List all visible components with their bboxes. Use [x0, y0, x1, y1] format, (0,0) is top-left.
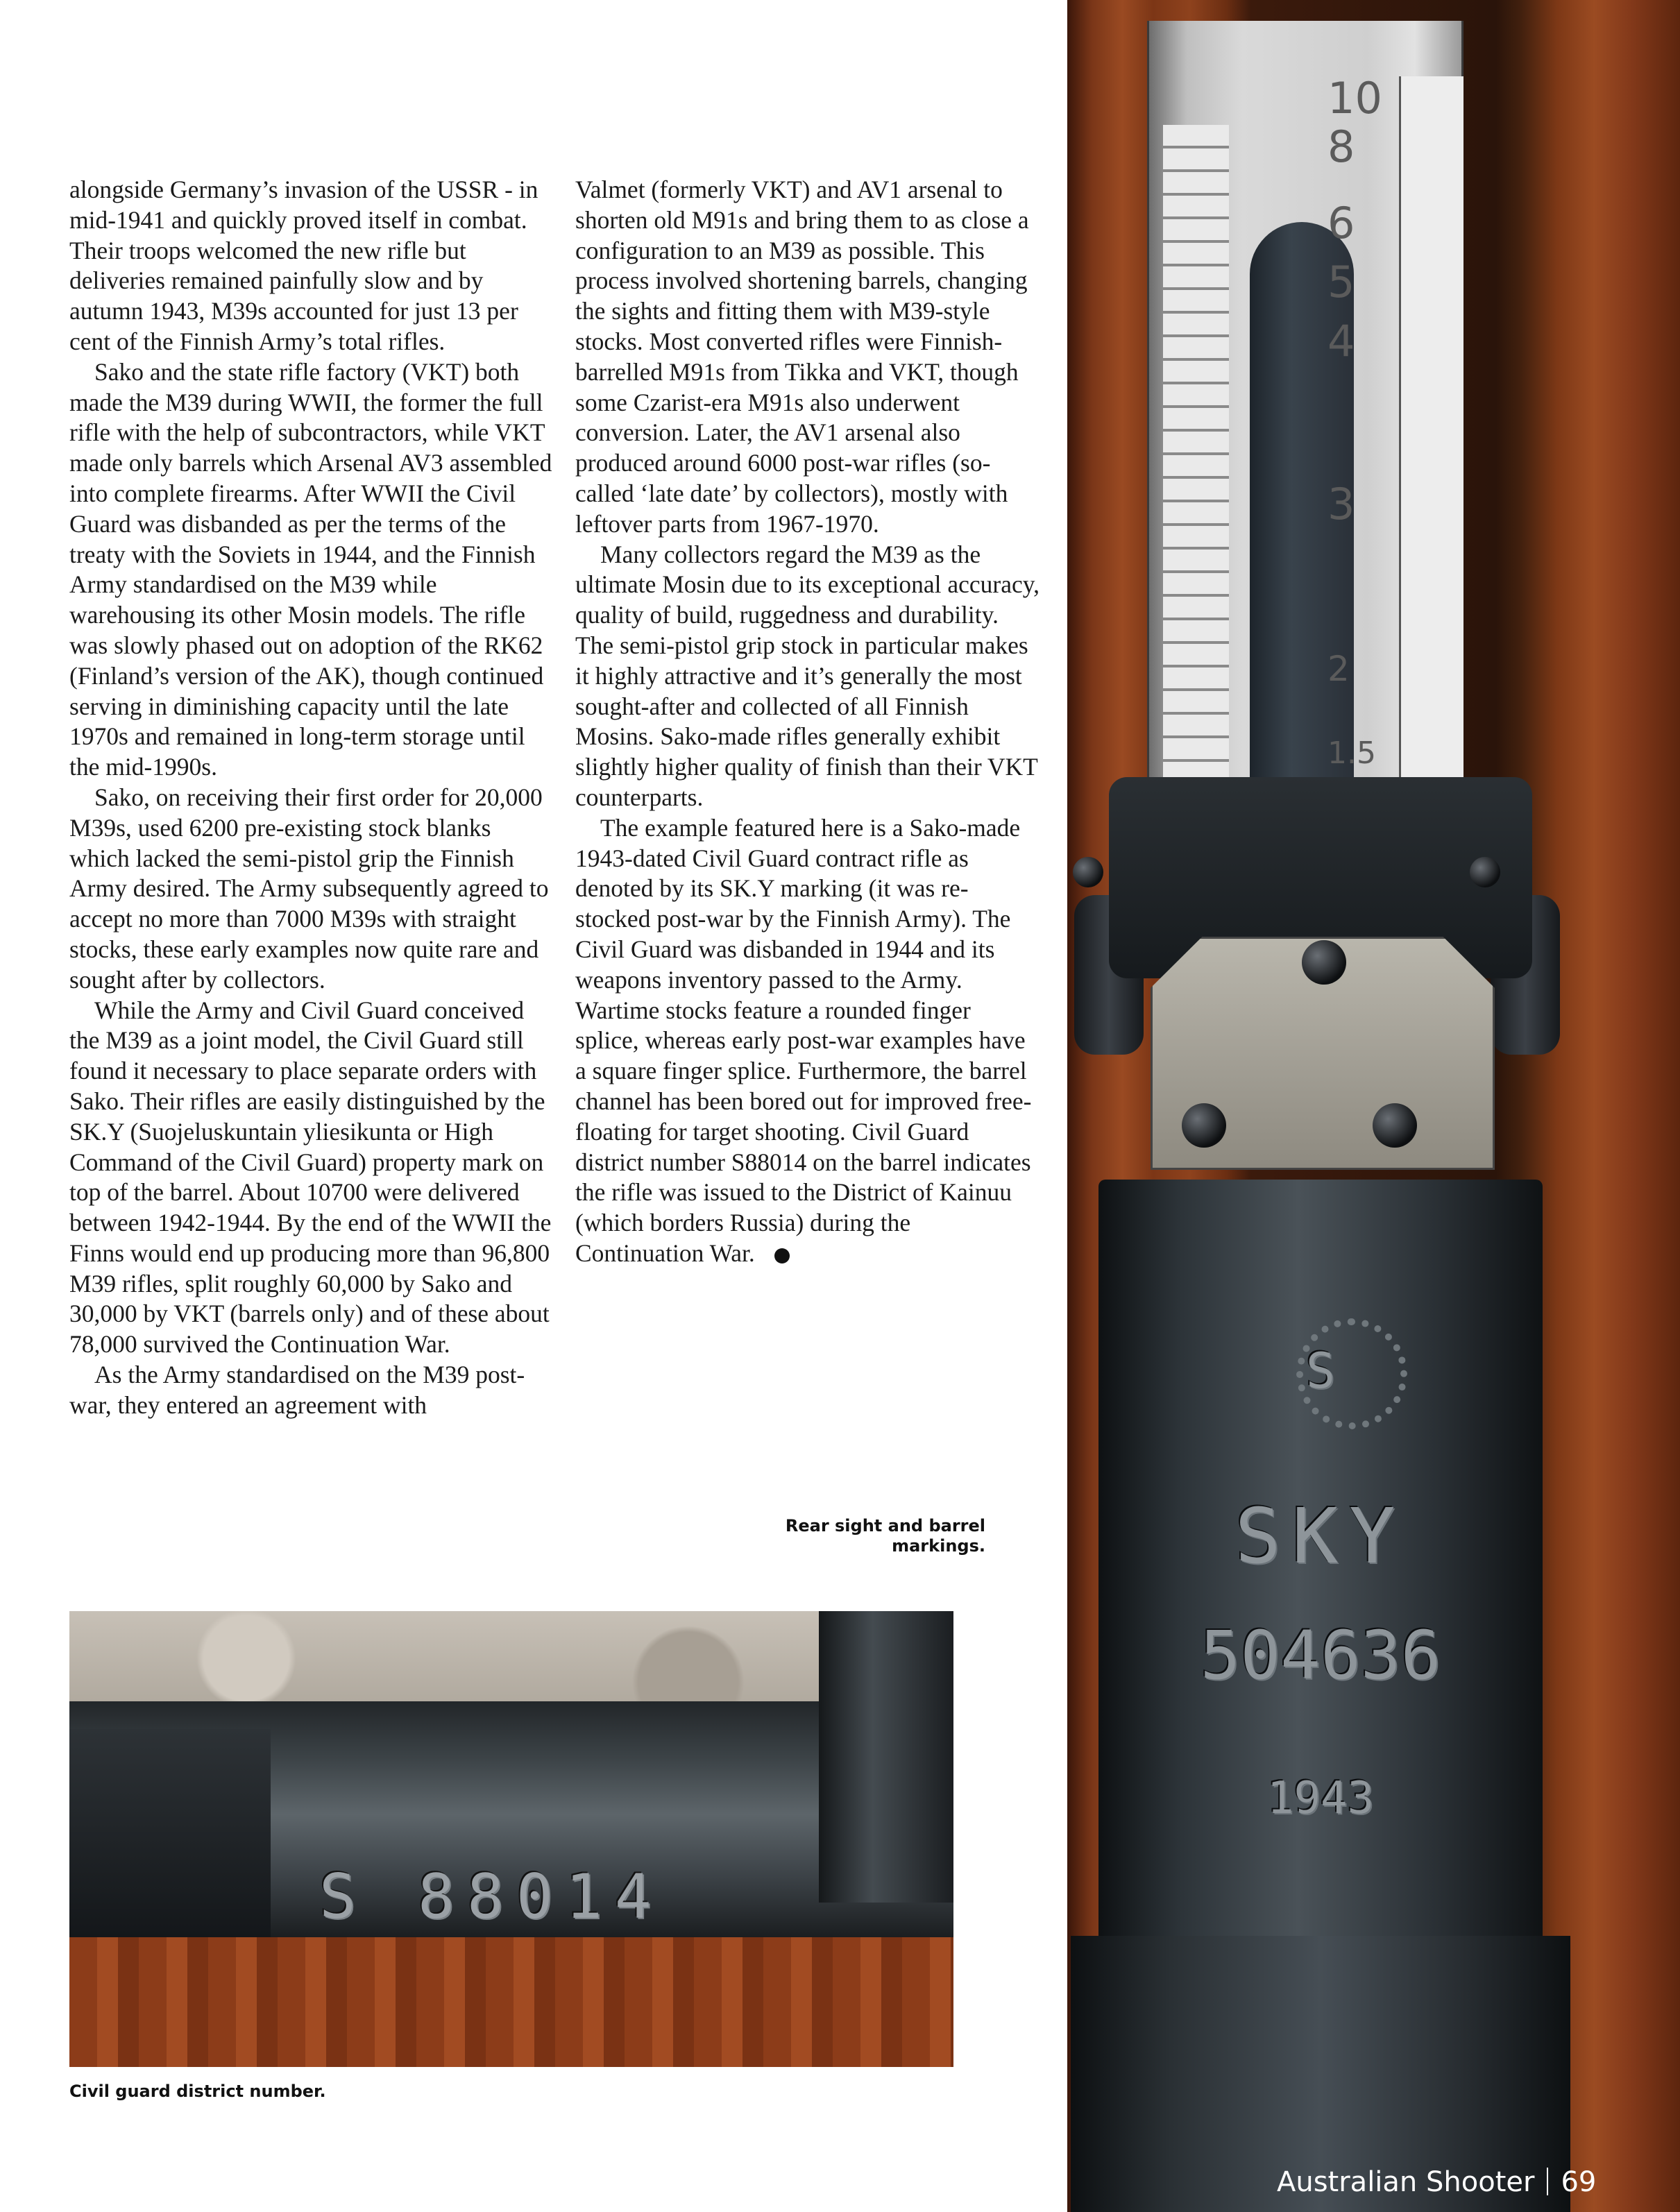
- article-column-left: [69, 175, 555, 1421]
- rivet-icon: [1182, 1103, 1226, 1148]
- stock-wood: [69, 1937, 953, 2067]
- scale-number: 8: [1327, 121, 1355, 172]
- barrel-mark-year: 1943: [1266, 1773, 1375, 1824]
- scale-number: 4: [1327, 316, 1355, 366]
- scale-number: 5: [1327, 257, 1355, 307]
- sako-logo-letter: S: [1305, 1343, 1336, 1399]
- scale-number: 1.5: [1327, 735, 1376, 771]
- scale-number: 10: [1327, 73, 1382, 124]
- end-of-article-bullet-icon: [774, 1248, 790, 1264]
- scale-number: 2: [1327, 649, 1350, 689]
- paragraph: As the Army standardised on the M39 post-war, they entered an agreement with: [69, 1361, 525, 1419]
- paragraph-text: The example featured here is a Sako-made 1943-dated Civil Guard contract rifle as denoted by its SK.Y marking (it was re-stocked post-war by the Finnish Army). The Civil Guard was disbanded in 1944 and its weapons inventory passed to the Army. Wartime stocks feature a rounded finger splice, whereas early post-war examples have a square finger splice. Furthermore, the barrel channel has been bored out for improved free-floating for target shooting. Civil Guard district number S88014 on the barrel indicates the rifle was issued to the District of Kainuu (which borders Russia) during the Continuation War.: [575, 813, 1032, 1267]
- paragraph: Sako and the state rifle factory (VKT) both made the M39 during WWII, the former the full rifle with the help of subcontractors, while VKT made only barrels which Arsenal AV3 assembled into complete firearms. After WWII the Civil Guard was disbanded as per the terms of the treaty with the Soviets in 1944, and the Finnish Army standardised on the M39 while warehousing its other Mosin models. The rifle was slowly phased out on adoption of the RK62 (Finland’s version of the AK), though continued serving in diminishing capacity until the late 1970s and remained in long-term storage until the mid-1990s.: [69, 357, 552, 781]
- scale-number: 3: [1327, 479, 1355, 529]
- photo-rear-sight-barrel: [1067, 0, 1680, 2212]
- paragraph: Many collectors regard the M39 as the ultimate Mosin due to its exceptional accuracy, quality of build, ruggedness and durability. The semi-pistol grip stock in particular makes it highly attractive and it’s generally the most sought-after and collected of all Finnish Mosins. Sako-made rifles generally exhibit slightly higher quality of finish than their VKT counterparts.: [575, 540, 1040, 811]
- publication-name: Australian Shooter: [1277, 2166, 1535, 2198]
- rivet-icon: [1302, 940, 1346, 985]
- paragraph: Sako, on receiving their first order for 20,000 M39s, used 6200 pre-existing stock blanks which lacked the semi-pistol grip the Finnish Army desired. The Army subsequently agreed to accept no more than 7000 M39s with straight stocks, these early examples now quite rare and sought after by collectors.: [69, 783, 549, 994]
- ladder-scale: [1399, 76, 1463, 791]
- district-number-mark: S 88014: [319, 1861, 664, 1932]
- paragraph: While the Army and Civil Guard conceived the M39 as a joint model, the Civil Guard still found it necessary to place separate orders with Sako. Their rifles are easily distinguished by the SK.Y (Suojeluskuntain yliesikunta or High Command of the Civil Guard) property mark on top of the barrel. About 10700 were delivered between 1942-1944. By the end of the WWII the Finns would end up producing more than 96,800 M39 rifles, split roughly 60,000 by Sako and 30,000 by VKT (barrels only) and of these about 78,000 survived the Continuation War.: [69, 996, 552, 1359]
- footer-divider: [1547, 2168, 1548, 2195]
- paragraph: Valmet (formerly VKT) and AV1 arsenal to shorten old M91s and bring them to as close a configuration to an M39 as possible. This process involved shortening barrels, changing the sights and fitting them with M39-style stocks. Most converted rifles were Finnish-barrelled M91s from Tikka and VKT, though some Czarist-era M91s also underwent conversion. Later, the AV1 arsenal also produced around 6000 post-war rifles (so-called ‘late date’ by collectors), mostly with leftover parts from 1967-1970.: [575, 176, 1029, 538]
- caption-line: markings.: [892, 1536, 985, 1556]
- rivet-icon: [1073, 857, 1103, 887]
- rivet-icon: [1470, 857, 1500, 887]
- paragraph: alongside Germany’s invasion of the USSR - in mid-1941 and quickly proved itself in combat. Their troops welcomed the new rifle but deliveries remained painfully slow and by autumn 1943, M39s accounted for just 13 per cent of the Finnish Army’s total rifles.: [69, 176, 538, 355]
- article-column-right: [575, 175, 1040, 1269]
- barrel-clamp: [819, 1611, 953, 1903]
- barrel-block: [69, 1729, 271, 1937]
- page-footer: [1277, 2166, 1596, 2198]
- caption-rear-sight: [694, 1516, 985, 1556]
- barrel-mark-serial: 504636: [1200, 1617, 1441, 1694]
- scale-number: 6: [1327, 198, 1355, 248]
- page-number: 69: [1561, 2166, 1597, 2198]
- caption-line: Rear sight and barrel: [785, 1516, 985, 1535]
- photo-civil-guard-number: [69, 1611, 953, 2067]
- barrel-mark-sky: SKY: [1234, 1492, 1407, 1581]
- caption-civil-guard: Civil guard district number.: [69, 2082, 326, 2101]
- rivet-icon: [1373, 1103, 1417, 1148]
- paragraph-final: [575, 813, 1040, 1269]
- ladder-teeth: [1163, 125, 1229, 791]
- sight-ladder: [1147, 21, 1463, 791]
